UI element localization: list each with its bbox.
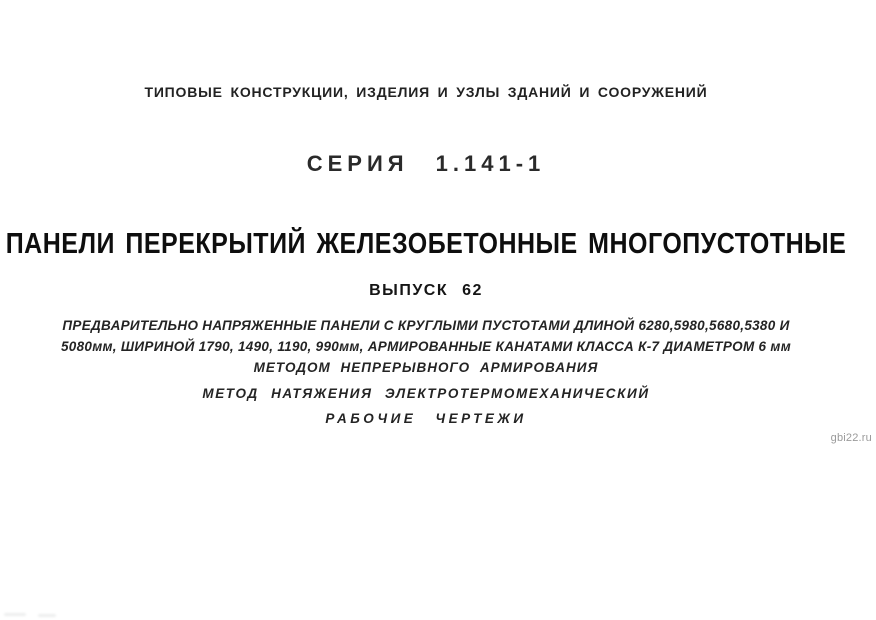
main-title: [0, 228, 852, 260]
issue-label: ВЫПУСК 62: [369, 282, 483, 299]
description-line-2: 5080мм, ШИРИНОЙ 1790, 1490, 1190, 990мм, АРМИРОВАННЫЕ КАНАТАМИ КЛАССА К-7 ДИАМЕТРОМ 6 мм: [61, 339, 791, 354]
scan-artifact: [38, 614, 56, 617]
scan-artifact: [4, 613, 26, 616]
document-header: ТИПОВЫЕ КОНСТРУКЦИИ, ИЗДЕЛИЯ И УЗЛЫ ЗДАНИЙ И СООРУЖЕНИЙ: [144, 84, 708, 100]
tension-method-label: МЕТОД НАТЯЖЕНИЯ ЭЛЕКТРОТЕРМОМЕХАНИЧЕСКИЙ: [202, 386, 650, 401]
description-line-3: МЕТОДОМ НЕПРЕРЫВНОГО АРМИРОВАНИЯ: [253, 360, 599, 375]
watermark: gbi22.ru: [830, 432, 872, 444]
main-title-text: ПАНЕЛИ ПЕРЕКРЫТИЙ ЖЕЛЕЗОБЕТОННЫЕ МНОГОПУСТОТНЫЕ: [5, 228, 847, 260]
series-title: СЕРИЯ 1.141-1: [306, 151, 546, 176]
description-line-1: ПРЕДВАРИТЕЛЬНО НАПРЯЖЕННЫЕ ПАНЕЛИ С КРУГЛЫМИ ПУСТОТАМИ ДЛИНОЙ 6280,5980,5680,5380 И: [62, 318, 790, 333]
working-drawings-label: РАБОЧИЕ ЧЕРТЕЖИ: [325, 411, 527, 426]
